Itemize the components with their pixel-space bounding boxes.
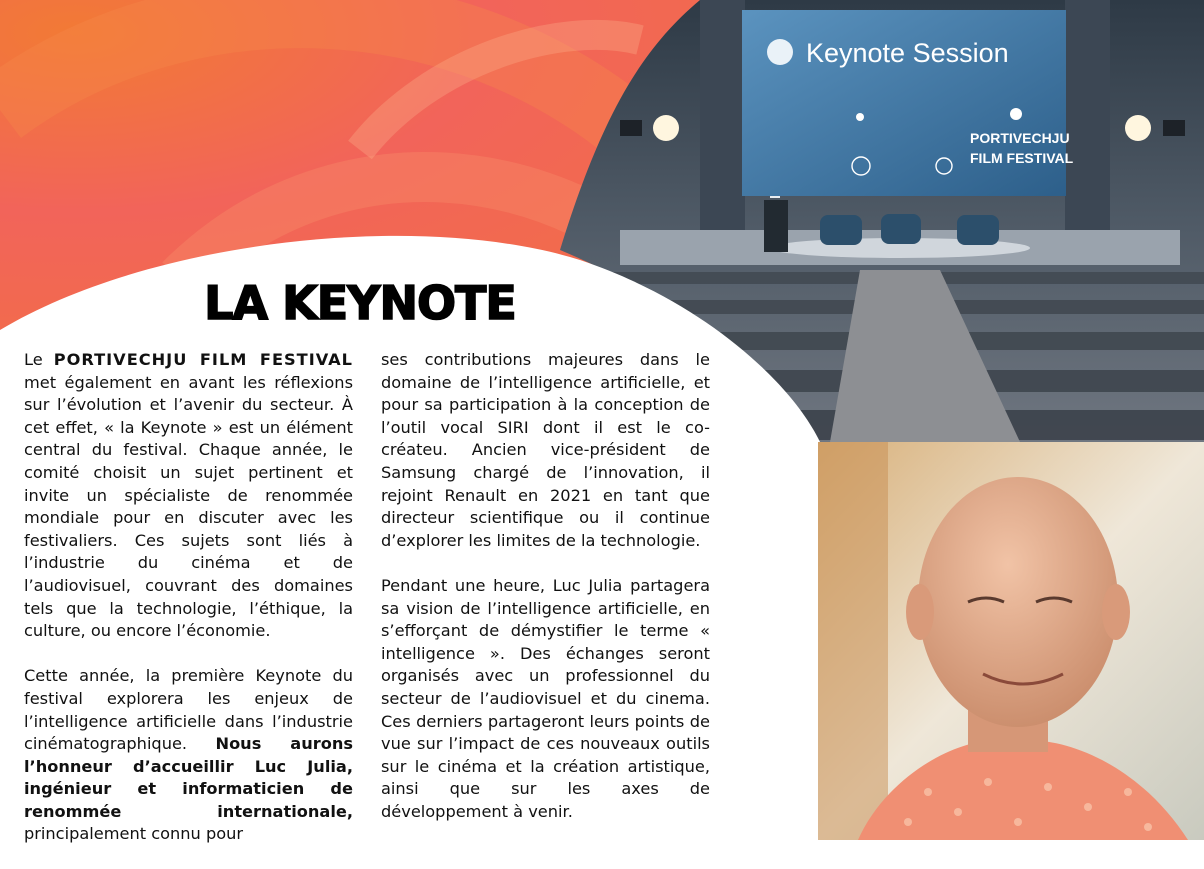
screen-logo-line1: PORTIVECHJU bbox=[970, 130, 1070, 146]
p2-text: Cette année, la première Keynote du festival explorera les enjeux de l’intelligence artificielle dans l’industrie cinématographique. bbox=[24, 666, 353, 754]
text-column-1 bbox=[24, 349, 353, 869]
col1-paragraph-1 bbox=[24, 349, 353, 643]
screen-heading: Keynote Session bbox=[806, 38, 1009, 68]
col2-paragraph-1: ses contributions majeures dans le domaine de l’intelligence artificielle, et pour sa participation à la conception de l’outil vocal SIRI dont il est le co-créateu. Ancien vice-président de Samsung chargé de l’innovation, il rejoint Renault en 2021 en tant que directeur scientifique ou il continue d’explorer les limites de la technologie. bbox=[381, 350, 710, 550]
text-column-2 bbox=[381, 349, 710, 846]
p2-tail: principalement connu pour bbox=[24, 824, 244, 844]
speaker-portrait bbox=[818, 442, 1204, 840]
screen-logo-line2: FILM FESTIVAL bbox=[970, 150, 1074, 166]
p2-bold: Nous aurons l’honneur d’accueillir Luc Julia, ingénieur et informaticien de renommée internationale, bbox=[24, 734, 353, 821]
p1-prefix: Le bbox=[24, 350, 54, 369]
col2-paragraph-2: Pendant une heure, Luc Julia partagera sa vision de l’intelligence artificielle, en s’efforçant de démystifier le terme « intelligence ». Des échanges seront organisés avec un professionnel du secteur de l’audiovisuel et du cinema. Ces derniers partageront leurs points de vue sur l’impact de ces nouveaux outils sur le cinéma et la création artistique, ainsi que sur les axes de développement à venir. bbox=[381, 575, 710, 821]
col1-paragraph-2 bbox=[24, 665, 353, 846]
article-title: LA KEYNOTE bbox=[204, 276, 516, 330]
festival-name: PORTIVECHJU FILM FESTIVAL bbox=[53, 350, 353, 369]
p1-text: met également en avant les réflexions sur l’évolution et l’avenir du secteur. À cet effet, « la Keynote » est un élément central du festival. Chaque année, le comité choisit un sujet pertinent et invite un spécialiste de renommée mondiale pour en discuter avec les festivaliers. Ces sujets sont liés à l’industrie du cinéma et de l’audiovisuel, couvrant des domaines tels que la technologie, l’éthique, la culture, ou encore l’économie. bbox=[24, 372, 353, 641]
